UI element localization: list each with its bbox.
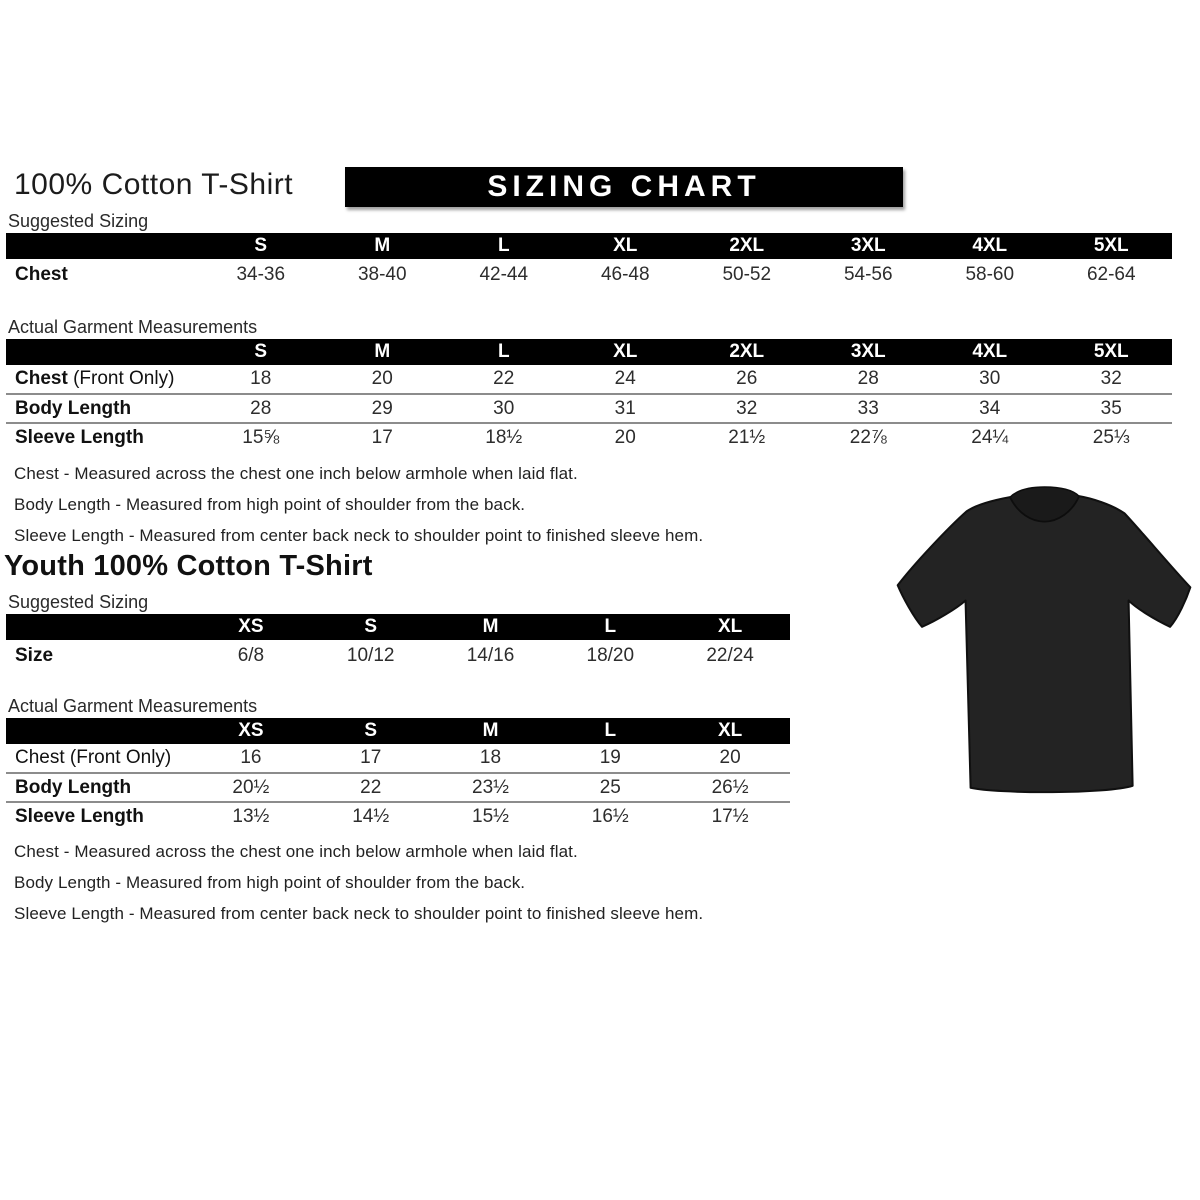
cell: 17	[360, 747, 382, 768]
cell: 20	[371, 368, 393, 389]
size-header-cell: 5XL	[1051, 233, 1173, 259]
size-header-cell: XL	[565, 339, 687, 365]
cell: 18	[250, 368, 272, 389]
size-header-row	[6, 339, 1172, 365]
size-header-cell: L	[550, 718, 670, 744]
size-header-cell: M	[431, 718, 551, 744]
size-header-cell: 5XL	[1051, 339, 1173, 365]
size-header-cell: 2XL	[686, 339, 808, 365]
row-label: Chest	[15, 264, 68, 285]
cell: 33	[808, 394, 930, 423]
cell: 28	[857, 368, 879, 389]
cell: 10/12	[346, 645, 395, 666]
cell: 32	[1100, 368, 1122, 389]
adult-actual-measurements-label: Actual Garment Measurements	[8, 317, 258, 337]
cell: 15⅝	[200, 423, 322, 452]
size-header-corner	[6, 339, 200, 365]
row-label-bold: Chest	[15, 368, 68, 389]
size-header-corner	[6, 614, 191, 640]
cell: 42-44	[479, 264, 529, 285]
cell: 28	[200, 394, 322, 423]
cell: 21½	[686, 423, 808, 452]
cell: 46-48	[600, 264, 650, 285]
cell: 34-36	[236, 264, 286, 285]
size-header-row	[6, 614, 790, 640]
size-header-cell: 3XL	[808, 339, 930, 365]
cell: 14/16	[466, 645, 515, 666]
youth-actual-measurements-table	[6, 718, 790, 831]
row-label	[6, 423, 200, 452]
size-header-cell: S	[200, 233, 322, 259]
row-label-normal: (Front Only)	[67, 368, 175, 389]
size-header-cell: XL	[565, 233, 687, 259]
cell: 18	[479, 747, 502, 768]
cell: 20½	[191, 773, 311, 802]
cell: 13½	[191, 802, 311, 831]
row-label	[6, 773, 191, 802]
note-body-length: Body Length - Measured from high point of shoulder from the back.	[14, 495, 526, 514]
size-header-cell: 4XL	[929, 339, 1051, 365]
row-label-normal: Chest (Front Only)	[15, 747, 172, 768]
sleeve-length-row	[6, 802, 790, 831]
youth-suggested-sizing-table	[6, 614, 790, 672]
cell: 20	[719, 747, 741, 768]
size-header-row	[6, 233, 1172, 259]
page-title: 100% Cotton T-Shirt	[14, 168, 294, 201]
youth-section-title: Youth 100% Cotton T-Shirt	[4, 550, 373, 582]
cell: 22	[311, 773, 431, 802]
cell: 35	[1051, 394, 1173, 423]
size-header-cell: 3XL	[808, 233, 930, 259]
cell: 32	[686, 394, 808, 423]
cell: 30	[979, 368, 1001, 389]
cell: 54-56	[843, 264, 893, 285]
chest-range-row	[6, 259, 1172, 291]
row-label-bold: Body Length	[15, 776, 132, 798]
size-header-cell: XS	[191, 614, 311, 640]
note-sleeve-length: Sleeve Length - Measured from center back neck to shoulder point to finished sleeve hem.	[14, 526, 704, 545]
cell: 34	[929, 394, 1051, 423]
row-label	[6, 365, 200, 394]
size-header-cell: S	[311, 614, 431, 640]
cell: 25	[550, 773, 670, 802]
note-chest: Chest - Measured across the chest one inch below armhole when laid flat.	[14, 464, 578, 483]
row-label-bold: Sleeve Length	[15, 806, 144, 827]
row-label	[6, 394, 200, 423]
size-header-cell: S	[311, 718, 431, 744]
youth-size-row	[6, 640, 790, 672]
cell: 23½	[431, 773, 551, 802]
cell: 15½	[431, 802, 551, 831]
body-length-row	[6, 773, 790, 802]
cell: 26½	[670, 773, 790, 802]
youth-measurement-notes	[14, 842, 814, 935]
cell: 29	[322, 394, 444, 423]
size-header-cell: S	[200, 339, 322, 365]
row-label: Size	[15, 645, 54, 666]
size-header-cell: M	[322, 339, 444, 365]
size-header-cell: 4XL	[929, 233, 1051, 259]
cell: 22	[493, 368, 515, 389]
sizing-chart-banner: SIZING CHART	[345, 167, 903, 207]
cell: 17½	[670, 802, 790, 831]
size-header-cell: L	[443, 233, 565, 259]
size-header-cell: XL	[670, 718, 790, 744]
cell: 26	[736, 368, 758, 389]
youth-actual-measurements-label: Actual Garment Measurements	[8, 696, 258, 716]
size-header-corner	[6, 233, 200, 259]
cell: 22/24	[706, 645, 754, 666]
cell: 22⅞	[808, 423, 930, 452]
cell: 38-40	[357, 264, 407, 285]
note-body-length: Body Length - Measured from high point of shoulder from the back.	[14, 873, 526, 892]
cell: 16½	[550, 802, 670, 831]
size-header-row	[6, 718, 790, 744]
body-length-row	[6, 394, 1172, 423]
cell: 31	[565, 394, 687, 423]
adult-suggested-sizing-label: Suggested Sizing	[8, 211, 149, 231]
size-header-cell: L	[443, 339, 565, 365]
adult-measurement-notes	[14, 464, 814, 557]
cell: 30	[443, 394, 565, 423]
row-label-bold: Sleeve Length	[15, 427, 144, 448]
size-header-corner	[6, 718, 191, 744]
size-header-cell: M	[322, 233, 444, 259]
adult-actual-measurements-table	[6, 339, 1172, 452]
row-label	[6, 802, 191, 831]
chest-measure-row	[6, 365, 1172, 394]
cell: 17	[322, 423, 444, 452]
size-header-cell: M	[431, 614, 551, 640]
cell: 58-60	[965, 264, 1015, 285]
cell: 62-64	[1086, 264, 1136, 285]
size-header-cell: XL	[670, 614, 790, 640]
sleeve-length-row	[6, 423, 1172, 452]
cell: 16	[240, 747, 262, 768]
cell: 18/20	[586, 645, 635, 666]
size-header-cell: L	[550, 614, 670, 640]
tshirt-body-shape	[898, 496, 1191, 792]
cell: 18½	[443, 423, 565, 452]
note-chest: Chest - Measured across the chest one inch below armhole when laid flat.	[14, 842, 578, 861]
youth-suggested-sizing-label: Suggested Sizing	[8, 592, 149, 612]
tshirt-icon	[885, 483, 1200, 805]
size-header-cell: 2XL	[686, 233, 808, 259]
cell: 24¼	[929, 423, 1051, 452]
cell: 25⅓	[1051, 423, 1173, 452]
cell: 20	[565, 423, 687, 452]
tshirt-image	[885, 483, 1200, 805]
row-label-bold: Body Length	[15, 397, 132, 419]
row-label	[6, 744, 191, 773]
cell: 6/8	[237, 645, 265, 666]
chest-measure-row	[6, 744, 790, 773]
cell: 24	[614, 368, 636, 389]
adult-suggested-sizing-table	[6, 233, 1172, 291]
cell: 50-52	[722, 264, 772, 285]
note-sleeve-length: Sleeve Length - Measured from center back neck to shoulder point to finished sleeve hem.	[14, 904, 704, 923]
size-header-cell: XS	[191, 718, 311, 744]
cell: 19	[599, 747, 621, 768]
cell: 14½	[311, 802, 431, 831]
